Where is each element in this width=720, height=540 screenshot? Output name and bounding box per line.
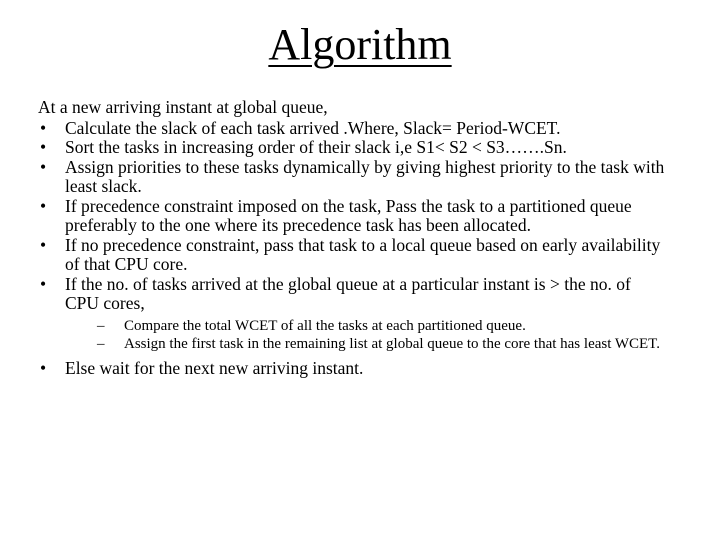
sub-bullet-list — [65, 319, 668, 353]
slide-body — [38, 98, 668, 378]
bullet-icon: • — [40, 117, 47, 138]
bullet-text: Sort the tasks in increasing order of their slack i,e S1< S2 < S3…….Sn. — [65, 137, 567, 157]
sub-bullet-text: Compare the total WCET of all the tasks at each partitioned queue. — [124, 317, 526, 334]
dash-icon: – — [97, 317, 105, 334]
bullet-icon: • — [40, 273, 47, 294]
bullet-text: If the no. of tasks arrived at the global queue at a particular instant is > the no. of CPU cores, — [65, 273, 631, 313]
bullet-item — [38, 158, 668, 197]
bullet-icon: • — [40, 357, 47, 378]
bullet-item — [38, 236, 668, 275]
bullet-item — [38, 359, 668, 379]
sub-bullet-item — [97, 319, 668, 335]
bullet-text: Calculate the slack of each task arrived .Where, Slack= Period-WCET. — [65, 117, 561, 138]
bullet-icon: • — [40, 156, 47, 177]
bullet-item — [38, 275, 668, 353]
bullet-item — [38, 119, 668, 139]
bullet-icon: • — [40, 234, 47, 255]
bullet-text: If no precedence constraint, pass that task to a local queue based on early availability of that CPU core. — [65, 234, 661, 274]
sub-bullet-text: Assign the first task in the remaining list at global queue to the core that has least WCET. — [124, 336, 660, 352]
slide-title-text: Algorithm — [268, 20, 452, 69]
bullet-icon: • — [40, 195, 47, 216]
bullet-text: If precedence constraint imposed on the task, Pass the task to a partitioned queue preferably to the one where its precedence task has been allocated. — [65, 195, 632, 235]
dash-icon: – — [97, 336, 105, 352]
sub-bullet-item — [97, 337, 668, 353]
intro-text: At a new arriving instant at global queue, — [38, 97, 328, 117]
bullet-item — [38, 138, 668, 158]
bullet-icon: • — [40, 137, 47, 157]
bullet-text: Assign priorities to these tasks dynamically by giving highest priority to the task with least slack. — [65, 156, 665, 196]
slide-title — [0, 18, 720, 72]
bullet-list — [38, 119, 668, 379]
bullet-text: Else wait for the next new arriving instant. — [65, 357, 364, 378]
bullet-item — [38, 197, 668, 236]
